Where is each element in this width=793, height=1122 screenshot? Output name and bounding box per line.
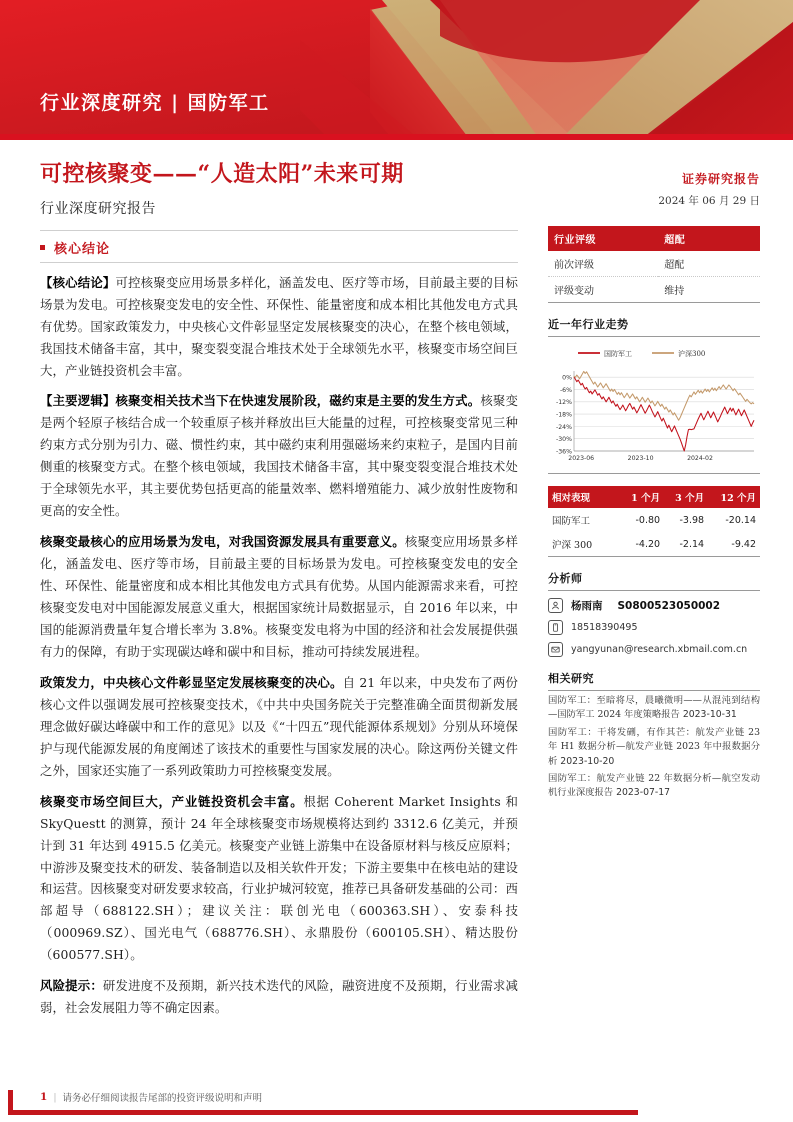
- table-row: [548, 277, 760, 303]
- svg-text:沪深300: 沪深300: [678, 350, 706, 358]
- perf-header-3: 12 个月: [708, 486, 760, 508]
- table-header-row: [548, 486, 760, 508]
- mail-icon: [548, 642, 563, 657]
- paragraph-text: 根据 Coherent Market Insights 和 SkyQuestt 的测算，预计 24 年全球核聚变市场规模将达到约 3312.6 亿美元，并预计到 31 年达到 4915.5 亿美元。核聚变产业链上游集中在设备原材料与核反应原料；中游涉及聚变技术的研发、装备制造以及相关软件开发；下游主要集中在核电站的建设和运营。因核聚变对研发要求较高，行业护城河较宽，推荐已具备研发基础的公司：西部超导（688122.SH）；建议关注：联创光电（600363.SH）、安泰科技（000969.SZ）、国光电气（688776.SH）、永鼎股份（600105.SH）、精达股份（600577.SH）。: [40, 793, 519, 963]
- section-divider: [40, 262, 518, 263]
- rating-row-value: 维持: [658, 277, 760, 303]
- banner-title: 行业深度研究 | 国防军工: [40, 92, 270, 114]
- analyst-email-row: [548, 642, 760, 657]
- perf-header-1: 1 个月: [620, 486, 664, 508]
- svg-text:国防军工: 国防军工: [604, 350, 632, 358]
- perf-header-0: 相对表现: [548, 486, 620, 508]
- perf-row-label: 沪深 300: [548, 532, 620, 557]
- industry-trend-chart: [548, 345, 760, 467]
- phone-icon: [548, 620, 563, 635]
- page-title: 可控核聚变——“人造太阳”未来可期: [40, 161, 404, 187]
- svg-text:2023-10: 2023-10: [627, 455, 654, 462]
- perf-value-12m: -20.14: [725, 514, 756, 526]
- list-item[interactable]: [548, 772, 760, 801]
- paragraph-risk-warning: [40, 975, 518, 1019]
- svg-text:-12%: -12%: [556, 399, 572, 407]
- svg-text:2023-06: 2023-06: [568, 455, 595, 462]
- rating-header-label: 行业评级: [548, 226, 658, 251]
- analyst-divider: [548, 590, 760, 591]
- paragraph-core-conclusion: [40, 272, 518, 382]
- paragraph-text: 自 21 年以来，中央发布了两份核心文件以强调发展可控核聚变技术，《中共中央国务院关于完整准确全面贯彻新发展理念做好碳达峰碳中和工作的意见》以及《“十四五”现代能源体系规划》分别从环境保护与现代能源发展的角度阐述了该技术的重要性与国家发展的决心。除这两份关键文件之外，国家还实施了一系列政策助力可控核聚变发展。: [40, 674, 518, 778]
- analyst-phone[interactable]: 18518390495: [571, 622, 638, 633]
- perf-value-3m: -2.14: [664, 532, 708, 557]
- svg-text:-18%: -18%: [556, 411, 572, 419]
- footer-divider: |: [53, 1091, 57, 1103]
- related-research-text: 国防军工：干将发硎，有作其芒：航发产业链 23 年 H1 数据分析—航发产业链 2023 年中报数据分析: [548, 726, 760, 767]
- paragraph-text: 核聚变是两个轻原子核结合成一个较重原子核并释放出巨大能量的过程，可控核聚变常见三种约束方式分别为引力、磁、惯性约束，其中磁约束利用强磁场来约束粒子，是国内目前侧重的核聚变方式。在整个核电领域，我国技术储备丰富，其中聚变裂变混合堆技术处于全球领先水平，其主要优势包括更高的能量效率、燃料增殖能力、减少放射性废物和更高的安全性。: [40, 393, 518, 519]
- related-research-text: 国防军工：至暗将尽，晨曦微明——从混沌到结构—国防军工 2024 年度策略报告: [548, 695, 760, 721]
- paragraph-lead: 核聚变市场空间巨大，产业链投资机会丰富。: [40, 793, 304, 809]
- analyst-license: S0800523050002: [617, 599, 721, 612]
- svg-text:2024-02: 2024-02: [687, 455, 713, 462]
- footer-accent-horizontal: [8, 1110, 638, 1115]
- footer-disclaimer: 请务必仔细阅读报告尾部的投资评级说明和声明: [62, 1093, 263, 1104]
- svg-text:-36%: -36%: [556, 448, 572, 456]
- related-research-title: 相关研究: [548, 672, 594, 685]
- paragraph-core-application: [40, 531, 518, 663]
- trend-chart-svg: [548, 345, 760, 467]
- table-row: [548, 532, 760, 557]
- perf-header-2: 3 个月: [664, 486, 708, 508]
- paragraph-lead: 风险提示：: [40, 978, 103, 994]
- report-type-label: 证券研究报告: [681, 172, 760, 186]
- paragraph-text: 核聚变应用场景多样化，涵盖发电、医疗等市场，目前最主要的目标场景为发电。可控核聚变发电的安全性、环保性、能量密度和成本相比其他发电方式具有优势。从国内能源需求来看，可控核聚变发电对中国能源发展意义重大，根据国家统计局数据显示，自 2016 年以来，中国的能源消费量年复合增长率为 3.8%。核聚变发电将为中国的经济和社会发展提供强有力的保障，有助于实现碳达峰和碳中和目标，推动可持续发展进程。: [40, 534, 518, 659]
- header-banner: [0, 0, 793, 140]
- rating-header-value: 超配: [658, 226, 760, 251]
- table-row: [548, 251, 760, 277]
- svg-text:0%: 0%: [562, 374, 572, 382]
- relative-performance-table: [548, 486, 760, 557]
- trend-section-title: 近一年行业走势: [548, 318, 629, 331]
- page-subtitle: 行业深度研究报告: [40, 200, 156, 217]
- perf-value-12m: -9.42: [708, 532, 760, 557]
- perf-row-label: 国防军工: [552, 516, 591, 527]
- core-conclusion-label: 核心结论: [54, 241, 111, 257]
- analyst-name-row: [548, 598, 760, 613]
- page-footer: [40, 1090, 518, 1104]
- paragraph-lead: 【主要逻辑】核聚变相关技术当下在快速发展阶段，磁约束是主要的发生方式。: [40, 393, 481, 409]
- paragraph-main-logic: [40, 390, 518, 522]
- rating-table: [548, 226, 760, 303]
- paragraph-lead: 核聚变最核心的应用场景为发电，对我国资源发展具有重要意义。: [40, 534, 405, 550]
- related-research-divider: [548, 690, 760, 691]
- rating-row-value: 超配: [658, 251, 760, 277]
- sidebar-column: [548, 170, 760, 801]
- title-divider: [40, 230, 518, 231]
- perf-value-1m: -0.80: [635, 514, 661, 526]
- main-content-column: [40, 160, 518, 1019]
- list-item[interactable]: [548, 726, 760, 769]
- table-row: [548, 508, 760, 532]
- analyst-name: 杨雨南: [571, 600, 603, 612]
- rating-row-label: 前次评级: [548, 251, 658, 277]
- analyst-phone-row: [548, 620, 760, 635]
- perf-value-3m: -3.98: [679, 514, 705, 526]
- paragraph-lead: 【核心结论】: [40, 274, 116, 290]
- person-icon: [548, 598, 563, 613]
- paragraph-policy: [40, 672, 518, 782]
- table-header-row: [548, 226, 760, 251]
- core-conclusion-heading: [40, 238, 518, 257]
- paragraph-lead: 政策发力，中央核心文件彰显坚定发展核聚变的决心。: [40, 674, 343, 690]
- svg-text:-30%: -30%: [556, 436, 572, 444]
- bullet-icon: [40, 245, 45, 250]
- chart-bottom-divider: [548, 473, 760, 474]
- related-research-date: 2023-07-17: [616, 787, 671, 799]
- page-number: 1: [40, 1091, 48, 1103]
- list-item[interactable]: [548, 694, 760, 723]
- related-research-date: 2023-10-31: [682, 709, 737, 721]
- paragraph-market-space: [40, 791, 518, 967]
- related-research-text: 国防军工：航发产业链 22 年数据分析—航空发动机行业深度报告: [548, 773, 760, 799]
- paragraph-text: 研发进度不及预期，新兴技术迭代的风险，融资进度不及预期，行业需求减弱，社会发展阻力等不确定因素。: [40, 978, 518, 1016]
- related-research-date: 2023-10-20: [560, 755, 615, 767]
- analyst-email[interactable]: yangyunan@research.xbmail.com.cn: [571, 644, 748, 655]
- trend-divider: [548, 336, 760, 337]
- svg-text:-6%: -6%: [559, 386, 572, 394]
- report-date: 2024 年 06 月 29 日: [658, 195, 760, 207]
- perf-value-1m: -4.20: [620, 532, 664, 557]
- analyst-section-title: 分析师: [548, 572, 583, 585]
- svg-text:-24%: -24%: [556, 423, 572, 431]
- banner-geometric-pattern: [0, 0, 793, 140]
- paragraph-text: 可控核聚变应用场景多样化，涵盖发电、医疗等市场，目前最主要的目标场景为发电。可控核聚变发电的安全性、环保性、能量密度和成本相比其他发电方式具有优势。国家政策发力，中央核心文件彰显坚定发展核聚变的决心，在整个核电领域，我国技术储备丰富，其中，聚变裂变混合堆技术处于全球领先水平，核聚变市场空间巨大，产业链投资机会丰富。: [40, 274, 519, 378]
- rating-row-label: 评级变动: [548, 277, 658, 303]
